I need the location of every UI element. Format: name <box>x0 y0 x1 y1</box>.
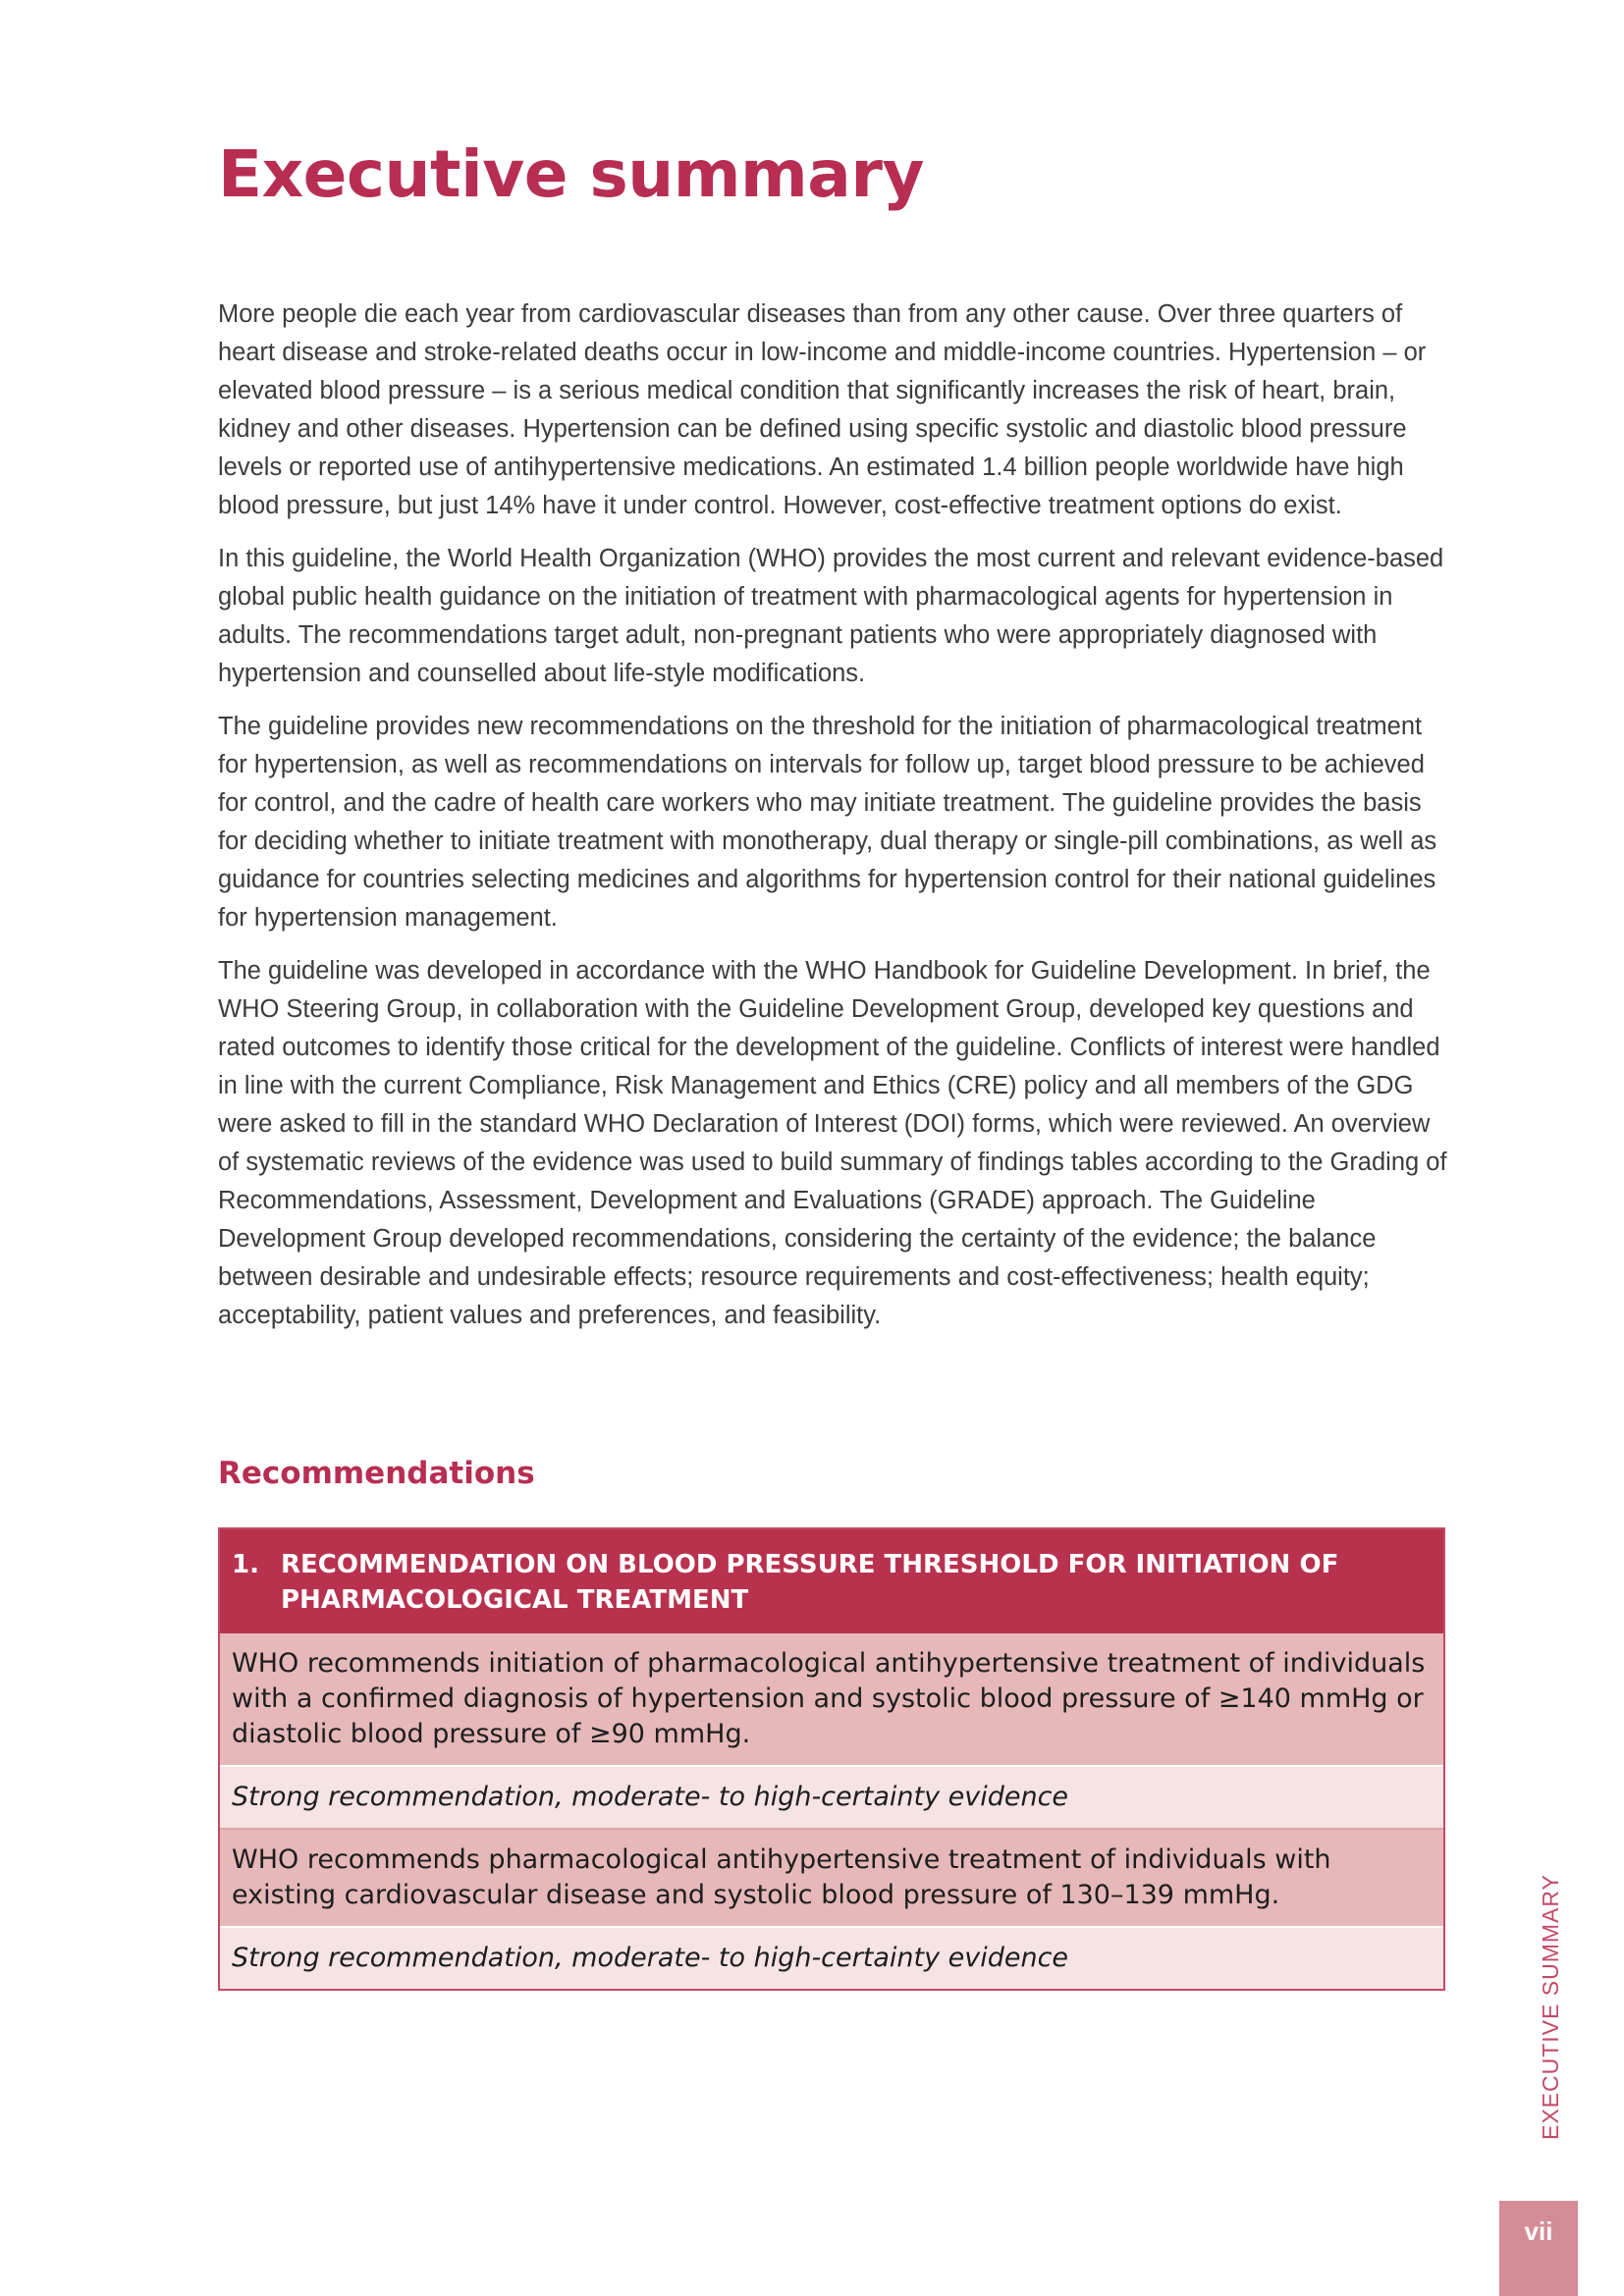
recommendation-statement: WHO recommends pharmacological antihypertensive treatment of individuals with existing cardiovascular disease and systolic blood pressure of 130–139 mmHg. <box>220 1830 1443 1926</box>
recommendation-statement: WHO recommends initiation of pharmacological antihypertensive treatment of individuals with a confirmed diagnosis of hypertension and systolic blood pressure of ≥140 mmHg or diastolic blood pressure of ≥90 mmHg. <box>220 1633 1443 1765</box>
page-title: Executive summary <box>218 136 924 212</box>
recommendation-strength: Strong recommendation, moderate- to high-certainty evidence <box>220 1765 1443 1830</box>
recommendations-heading: Recommendations <box>218 1456 535 1491</box>
section-side-label: EXECUTIVE SUMMARY <box>1538 1874 1563 2140</box>
recommendation-box <box>218 1527 1445 1991</box>
page-number: vii <box>1499 2201 1578 2296</box>
body-text <box>218 295 1455 1350</box>
recommendation-strength: Strong recommendation, moderate- to high-certainty evidence <box>220 1926 1443 1989</box>
paragraph: The guideline provides new recommendations on the threshold for the initiation of pharmacological treatment for hypertension, as well as recommendations on intervals for follow up, target blood pressure to be achieved for control, and the cadre of health care workers who may initiate treatment. The guideline provides the basis for deciding whether to initiate treatment with monotherapy, dual therapy or single-pill combinations, as well as guidance for countries selecting medicines and algorithms for hypertension control for their national guidelines for hypertension management. <box>218 713 1437 932</box>
paragraph: The guideline was developed in accordance with the WHO Handbook for Guideline Development. In brief, the WHO Steering Group, in collaboration with the Guideline Development Group, developed key questions and rated outcomes to identify those critical for the development of the guideline. Conflicts of interest were handled in line with the current Compliance, Risk Management and Ethics (CRE) policy and all members of the GDG were asked to fill in the standard WHO Declaration of Interest (DOI) forms, which were reviewed. An overview of systematic reviews of the evidence was used to build summary of findings tables according to the Grading of Recommendations, Assessment, Development and Evaluations (GRADE) approach. The Guideline Development Group developed recommendations, considering the certainty of the evidence; the balance between desirable and undesirable effects; resource requirements and cost-effectiveness; health equity; acceptability, patient values and preferences, and feasibility. <box>218 957 1447 1329</box>
paragraph: In this guideline, the World Health Organization (WHO) provides the most current and relevant evidence-based global public health guidance on the initiation of treatment with pharmacological agents for hypertension in adults. The recommendations target adult, non-pregnant patients who were appropriately diagnosed with hypertension and counselled about life-style modifications. <box>218 545 1444 687</box>
recommendation-heading: RECOMMENDATION ON BLOOD PRESSURE THRESHOLD FOR INITIATION OF PHARMACOLOGICAL TREATMENT <box>281 1550 1339 1615</box>
paragraph: More people die each year from cardiovascular diseases than from any other cause. Over three quarters of heart disease and stroke-related deaths occur in low-income and middle-income countries. Hypertension – or elevated blood pressure – is a serious medical condition that significantly increases the risk of heart, brain, kidney and other diseases. Hypertension can be defined using specific systolic and diastolic blood pressure levels or reported use of antihypertensive medications. An estimated 1.4 billion people worldwide have high blood pressure, but just 14% have it under control. However, cost-effective treatment options do exist. <box>218 300 1427 519</box>
recommendation-header <box>220 1529 1443 1633</box>
recommendation-number: 1. <box>232 1550 259 1579</box>
